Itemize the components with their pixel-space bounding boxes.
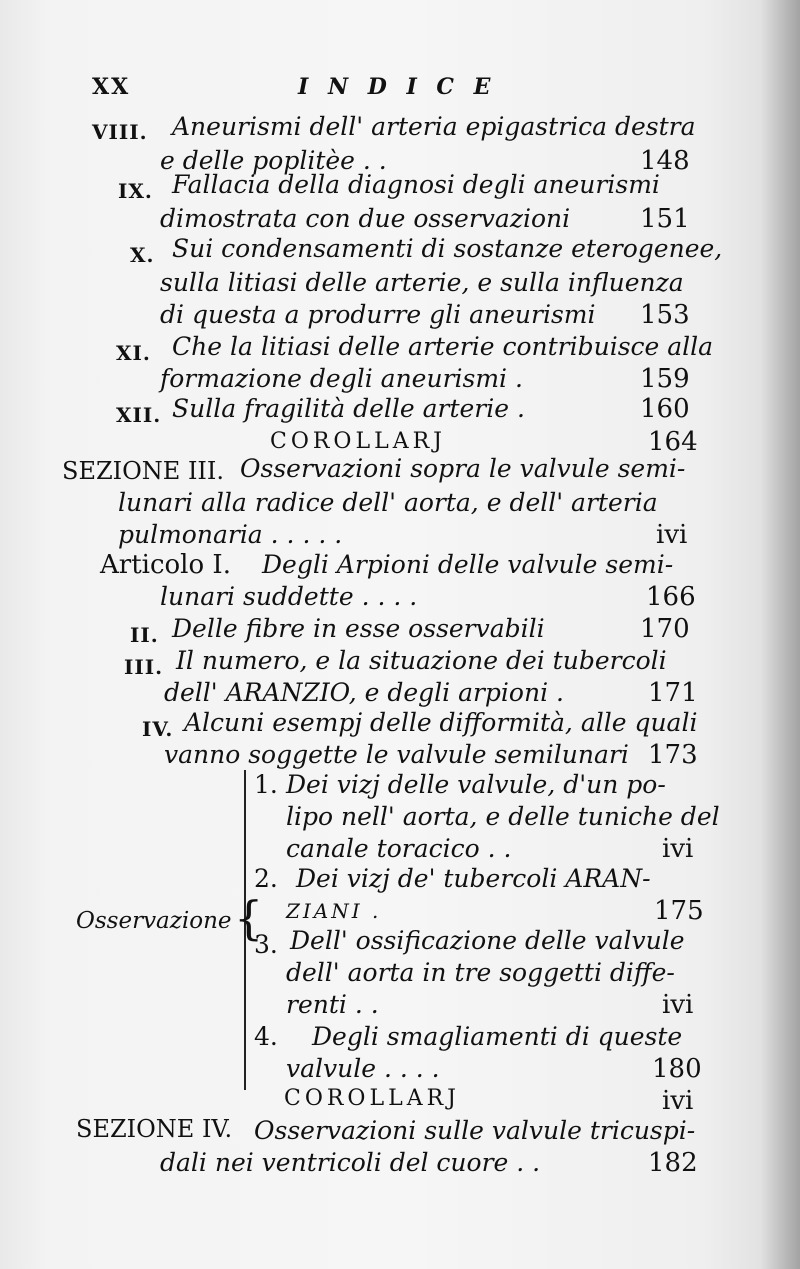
entry-label: II. bbox=[130, 623, 159, 647]
entry-label: XII. bbox=[116, 403, 162, 427]
entry-line: Dei vizj delle valvule, d'un po- bbox=[286, 770, 666, 799]
entry-page: 164 bbox=[648, 427, 698, 457]
observation-number: 2. bbox=[254, 864, 278, 893]
entry-label: III. bbox=[124, 655, 164, 679]
entry-line: lunari alla radice dell' aorta, e dell' arteria bbox=[118, 488, 658, 517]
entry-line: Osservazioni sulle valvule tricuspi- bbox=[254, 1116, 696, 1145]
entry-line: lipo nell' aorta, e delle tuniche del bbox=[286, 802, 720, 831]
entry-line: renti . . bbox=[286, 990, 379, 1019]
entry-line: valvule . . . . bbox=[286, 1054, 440, 1083]
entry-line: Alcuni esempj delle difformità, alle quali bbox=[184, 708, 698, 737]
entry-page: 175 bbox=[654, 896, 704, 926]
section-heading: COROLLARJ bbox=[270, 429, 446, 454]
entry-line: Che la litiasi delle arterie contribuisce alla bbox=[172, 332, 714, 361]
page-title: I N D I C E bbox=[298, 74, 497, 100]
observation-number: 4. bbox=[254, 1022, 278, 1051]
entry-line: pulmonaria . . . . . bbox=[118, 520, 343, 549]
section-label: SEZIONE IV. bbox=[76, 1115, 233, 1143]
section-heading: COROLLARJ bbox=[284, 1086, 460, 1111]
entry-line: lunari suddette . . . . bbox=[160, 582, 418, 611]
entry-line: formazione degli aneurismi . bbox=[160, 364, 523, 393]
entry-line: ZIANI . bbox=[286, 899, 382, 923]
entry-page: ivi bbox=[662, 1086, 694, 1116]
page-number: XX bbox=[92, 74, 131, 100]
entry-line: Il numero, e la situazione dei tubercoli bbox=[176, 646, 667, 675]
entry-line: Dell' ossificazione delle valvule bbox=[290, 926, 685, 955]
entry-line: dell' ARANZIO, e degli arpioni . bbox=[164, 678, 564, 707]
entry-line: di questa a produrre gli aneurismi bbox=[160, 300, 596, 329]
entry-label: IX. bbox=[118, 179, 153, 203]
observation-number: 3. bbox=[254, 930, 278, 959]
entry-line: e delle poplitèe . . bbox=[160, 146, 387, 175]
entry-line: Sui condensamenti di sostanze eterogenee, bbox=[172, 234, 723, 263]
entry-line: Delle fibre in esse osservabili bbox=[172, 614, 545, 643]
entry-label: X. bbox=[130, 243, 155, 267]
observation-number: 1. bbox=[254, 770, 278, 799]
entry-page: 151 bbox=[640, 204, 690, 234]
entry-page: 182 bbox=[648, 1148, 698, 1178]
entry-page: 166 bbox=[646, 582, 696, 612]
entry-line: Fallacia della diagnosi degli aneurismi bbox=[172, 170, 660, 199]
entry-page: 171 bbox=[648, 678, 698, 708]
entry-line: canale toracico . . bbox=[286, 834, 512, 863]
entry-line: dimostrata con due osservazioni bbox=[160, 204, 571, 233]
entry-line: dali nei ventricoli del cuore . . bbox=[160, 1148, 541, 1177]
entry-line: vanno soggette le valvule semilunari bbox=[164, 740, 629, 769]
entry-page: 170 bbox=[640, 614, 690, 644]
section-label: SEZIONE III. bbox=[62, 457, 225, 485]
entry-page: 160 bbox=[640, 394, 690, 424]
entry-line: Aneurismi dell' arteria epigastrica destra bbox=[172, 112, 696, 141]
entry-line: Dei vizj de' tubercoli ARAN- bbox=[296, 864, 651, 893]
entry-page: 180 bbox=[652, 1054, 702, 1084]
entry-page: ivi bbox=[662, 990, 694, 1020]
brace-point: { bbox=[234, 891, 264, 945]
entry-page: ivi bbox=[656, 520, 688, 550]
entry-line: Sulla fragilità delle arterie . bbox=[172, 394, 525, 423]
entry-label: XI. bbox=[116, 341, 151, 365]
entry-line: Osservazioni sopra le valvule semi- bbox=[240, 454, 686, 483]
entry-page: 153 bbox=[640, 300, 690, 330]
entry-page: 173 bbox=[648, 740, 698, 770]
entry-line: dell' aorta in tre soggetti diffe- bbox=[286, 958, 675, 987]
entry-line: sulla litiasi delle arterie, e sulla influenza bbox=[160, 268, 684, 297]
entry-page: 159 bbox=[640, 364, 690, 394]
entry-page: 148 bbox=[640, 146, 690, 176]
entry-line: Degli smagliamenti di queste bbox=[312, 1022, 683, 1051]
article-label: Articolo I. bbox=[100, 550, 231, 580]
observation-label: Osservazione bbox=[76, 908, 232, 934]
entry-label: VIII. bbox=[92, 120, 148, 144]
entry-label: IV. bbox=[142, 717, 174, 741]
entry-page: ivi bbox=[662, 834, 694, 864]
entry-line: Degli Arpioni delle valvule semi- bbox=[262, 550, 674, 579]
